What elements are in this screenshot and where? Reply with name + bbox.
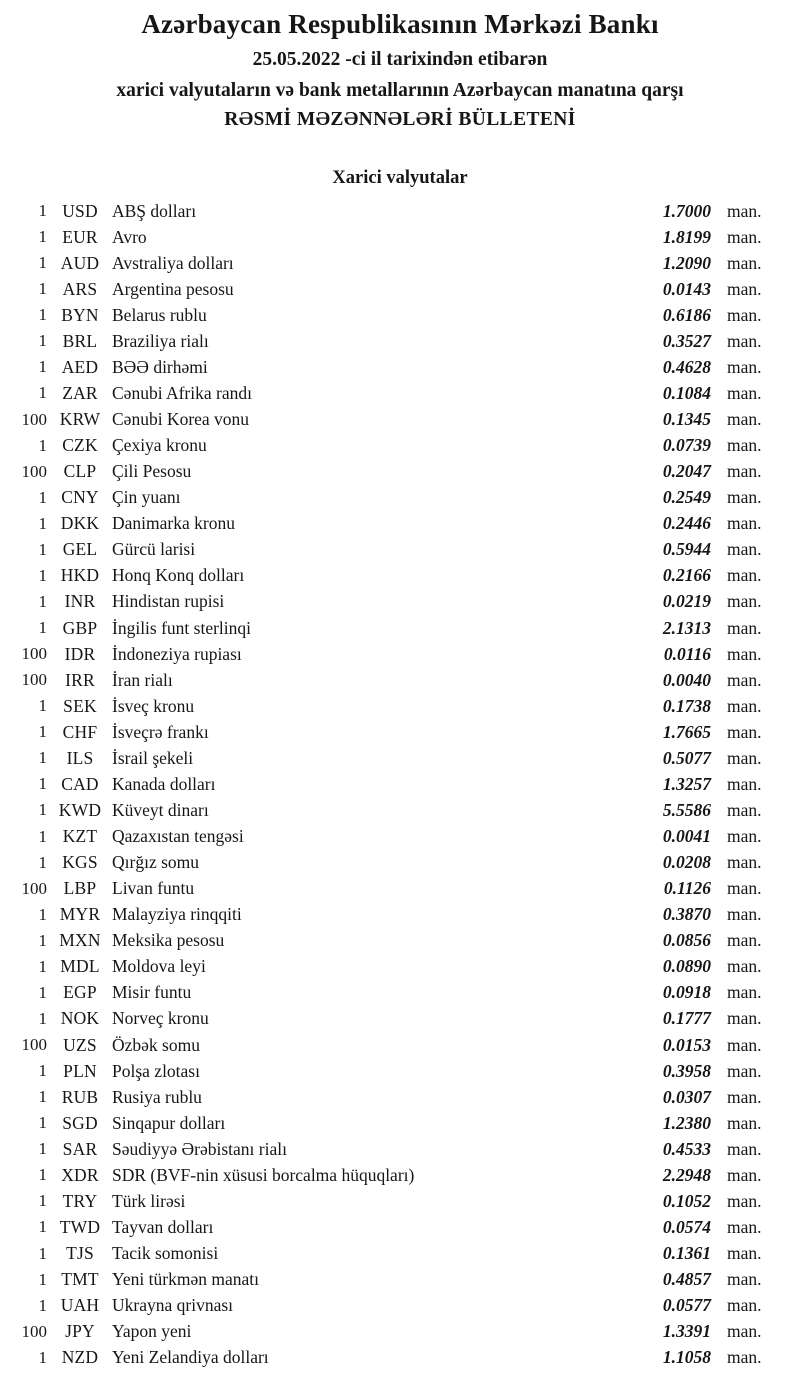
rate-value: 2.1313 (662, 617, 711, 638)
unit-label: man. (727, 669, 762, 690)
currency-code: UZS (63, 1034, 97, 1055)
currency-code: MDL (60, 956, 100, 977)
table-row (0, 1032, 800, 1058)
currency-name: Cənubi Afrika randı (112, 382, 252, 403)
currency-name: Tayvan dolları (112, 1216, 214, 1237)
currency-code: CLP (63, 461, 97, 482)
unit-label: man. (727, 852, 762, 873)
table-row (0, 641, 800, 667)
currency-code: BYN (61, 304, 99, 325)
rate-value: 0.0219 (662, 591, 711, 612)
effective-date-line: 25.05.2022 -ci il tarixindən etibarən (252, 49, 548, 70)
unit-label: man. (727, 565, 762, 586)
quantity-value: 100 (21, 1035, 47, 1055)
currency-name: Özbək somu (112, 1034, 200, 1055)
currency-code: KGS (62, 852, 98, 873)
unit-label: man. (727, 252, 762, 273)
currency-name: İndoneziya rupiası (112, 643, 242, 664)
quantity-value: 1 (38, 826, 47, 846)
quantity-value: 100 (21, 878, 47, 898)
quantity-value: 1 (38, 435, 47, 455)
currency-name: Çexiya kronu (112, 435, 207, 456)
currency-name: Avro (112, 226, 147, 247)
currency-name: Türk lirəsi (112, 1190, 186, 1211)
currency-code: KZT (62, 826, 98, 847)
currency-code: TMT (61, 1269, 99, 1290)
currency-code: TRY (62, 1190, 98, 1211)
rate-value: 0.0153 (662, 1034, 711, 1055)
quantity-value: 1 (38, 852, 47, 872)
unit-label: man. (727, 1243, 762, 1264)
unit-label: man. (727, 799, 762, 820)
rate-value: 0.1738 (662, 695, 711, 716)
table-row (0, 485, 800, 511)
currency-code: LBP (63, 878, 97, 899)
currency-name: Malayziya rinqqiti (112, 904, 242, 925)
currency-code: TJS (66, 1243, 94, 1264)
currency-code: TWD (59, 1216, 101, 1237)
rate-value: 1.1058 (662, 1347, 711, 1368)
unit-label: man. (727, 878, 762, 899)
currency-code: RUB (61, 1086, 99, 1107)
currency-code: SAR (62, 1138, 98, 1159)
currency-name: Moldova leyi (112, 956, 206, 977)
currency-code: HKD (60, 565, 100, 586)
unit-label: man. (727, 330, 762, 351)
currency-code: NOK (60, 1008, 100, 1029)
currency-name: Sinqapur dolları (112, 1112, 226, 1133)
table-row (0, 1214, 800, 1240)
quantity-value: 1 (38, 982, 47, 1002)
unit-label: man. (727, 930, 762, 951)
table-row (0, 459, 800, 485)
quantity-value: 1 (38, 539, 47, 559)
quantity-value: 1 (38, 618, 47, 638)
unit-label: man. (727, 1008, 762, 1029)
table-row (0, 537, 800, 563)
table-row (0, 1188, 800, 1214)
currency-name: İsveçrə frankı (112, 721, 209, 742)
quantity-value: 1 (38, 591, 47, 611)
table-row (0, 745, 800, 771)
currency-code: ZAR (62, 382, 98, 403)
rate-value: 0.1345 (662, 409, 711, 430)
quantity-value: 1 (38, 1295, 47, 1315)
rate-value: 0.1084 (662, 382, 711, 403)
currency-name: SDR (BVF-nin xüsusi borcalma hüquqları) (112, 1164, 415, 1185)
table-row (0, 1267, 800, 1293)
rate-value: 0.0116 (663, 643, 711, 664)
currency-code: NZD (61, 1347, 99, 1368)
unit-label: man. (727, 695, 762, 716)
quantity-value: 1 (38, 1269, 47, 1289)
quantity-value: 100 (21, 644, 47, 664)
unit-label: man. (727, 1086, 762, 1107)
rate-value: 5.5586 (662, 799, 711, 820)
quantity-value: 1 (38, 357, 47, 377)
quantity-value: 1 (38, 487, 47, 507)
table-row (0, 1006, 800, 1032)
rate-value: 0.1126 (663, 878, 711, 899)
table-row (0, 563, 800, 589)
currency-name: İsveç kronu (112, 695, 195, 716)
unit-label: man. (727, 826, 762, 847)
quantity-value: 100 (21, 670, 47, 690)
currency-name: İran rialı (112, 669, 173, 690)
currency-name: Qazaxıstan tengəsi (112, 826, 244, 847)
currency-name: Polşa zlotası (112, 1060, 200, 1081)
rate-value: 2.2948 (662, 1164, 711, 1185)
quantity-value: 1 (38, 748, 47, 768)
currency-code: GBP (62, 617, 98, 638)
currency-name: Küveyt dinarı (112, 799, 209, 820)
rate-value: 0.0739 (662, 435, 711, 456)
table-row (0, 224, 800, 250)
quantity-value: 1 (38, 513, 47, 533)
currency-name: Hindistan rupisi (112, 591, 225, 612)
quantity-value: 100 (21, 1321, 47, 1341)
table-row (0, 797, 800, 823)
rate-value: 1.2380 (662, 1112, 711, 1133)
rate-value: 1.7665 (662, 721, 711, 742)
currency-name: Çin yuanı (112, 487, 181, 508)
currency-name: İsrail şekeli (112, 747, 194, 768)
currency-code: ILS (66, 747, 94, 768)
table-row (0, 954, 800, 980)
table-row (0, 433, 800, 459)
table-row (0, 667, 800, 693)
unit-label: man. (727, 1060, 762, 1081)
rate-value: 0.0143 (662, 278, 711, 299)
quantity-value: 1 (38, 722, 47, 742)
unit-label: man. (727, 539, 762, 560)
currency-name: Cənubi Korea vonu (112, 409, 250, 430)
subject-line: xarici valyutaların və bank metallarının Azərbaycan manatına qarşı (116, 80, 684, 101)
table-row (0, 980, 800, 1006)
unit-label: man. (727, 982, 762, 1003)
table-row (0, 902, 800, 928)
table-row (0, 1241, 800, 1267)
quantity-value: 1 (38, 930, 47, 950)
currency-code: CHF (62, 721, 98, 742)
rate-value: 0.4628 (662, 356, 711, 377)
table-row (0, 302, 800, 328)
table-row (0, 771, 800, 797)
rate-value: 0.1052 (662, 1190, 711, 1211)
currency-name: Avstraliya dolları (112, 252, 234, 273)
quantity-value: 1 (38, 1243, 47, 1263)
unit-label: man. (727, 513, 762, 534)
rate-value: 0.4533 (662, 1138, 711, 1159)
unit-label: man. (727, 356, 762, 377)
quantity-value: 1 (38, 1087, 47, 1107)
unit-label: man. (727, 1216, 762, 1237)
currency-name: Kanada dolları (112, 773, 216, 794)
table-row (0, 824, 800, 850)
rate-value: 0.1361 (662, 1243, 711, 1264)
table-row (0, 928, 800, 954)
unit-label: man. (727, 1190, 762, 1211)
currency-name: Yeni türkmən manatı (112, 1269, 259, 1290)
quantity-value: 1 (38, 1217, 47, 1237)
unit-label: man. (727, 1164, 762, 1185)
table-row (0, 1058, 800, 1084)
currency-code: XDR (61, 1164, 99, 1185)
rate-value: 0.4857 (662, 1269, 711, 1290)
table-row (0, 276, 800, 302)
currency-name: Ukrayna qrivnası (112, 1295, 234, 1316)
rate-value: 0.5944 (662, 539, 711, 560)
unit-label: man. (727, 409, 762, 430)
rate-value: 0.2549 (662, 487, 711, 508)
exchange-rates-table (0, 198, 800, 1371)
table-row (0, 354, 800, 380)
currency-name: İngilis funt sterlinqi (112, 617, 252, 638)
quantity-value: 100 (21, 409, 47, 429)
table-row (0, 328, 800, 354)
unit-label: man. (727, 461, 762, 482)
rate-value: 1.2090 (662, 252, 711, 273)
currency-name: Meksika pesosu (112, 930, 225, 951)
currency-name: BƏƏ dirhəmi (112, 356, 208, 377)
unit-label: man. (727, 226, 762, 247)
unit-label: man. (727, 382, 762, 403)
unit-label: man. (727, 643, 762, 664)
currency-code: DKK (60, 513, 100, 534)
unit-label: man. (727, 435, 762, 456)
table-row (0, 876, 800, 902)
currency-code: GEL (62, 539, 98, 560)
unit-label: man. (727, 617, 762, 638)
currency-name: Norveç kronu (112, 1008, 209, 1029)
unit-label: man. (727, 721, 762, 742)
rate-value: 1.3391 (662, 1321, 711, 1342)
quantity-value: 1 (38, 305, 47, 325)
currency-code: CAD (61, 773, 99, 794)
currency-name: ABŞ dolları (112, 200, 197, 221)
unit-label: man. (727, 591, 762, 612)
currency-name: Misir funtu (112, 982, 192, 1003)
unit-label: man. (727, 956, 762, 977)
currency-code: SGD (62, 1112, 98, 1133)
currency-name: Argentina pesosu (112, 278, 234, 299)
currency-code: EGP (63, 982, 97, 1003)
currency-code: EUR (62, 226, 98, 247)
rate-value: 0.0307 (662, 1086, 711, 1107)
table-row (0, 1110, 800, 1136)
table-row (0, 850, 800, 876)
quantity-value: 1 (38, 696, 47, 716)
quantity-value: 1 (38, 201, 47, 221)
table-row (0, 719, 800, 745)
rate-value: 0.3958 (662, 1060, 711, 1081)
unit-label: man. (727, 773, 762, 794)
currency-code: PLN (63, 1060, 97, 1081)
rate-value: 1.7000 (662, 200, 711, 221)
quantity-value: 1 (38, 774, 47, 794)
currency-code: BRL (62, 330, 98, 351)
table-row (0, 1345, 800, 1371)
currency-code: KRW (59, 409, 101, 430)
quantity-value: 1 (38, 227, 47, 247)
currency-name: Braziliya rialı (112, 330, 209, 351)
document-header (0, 0, 800, 132)
quantity-value: 1 (38, 1347, 47, 1367)
currency-code: JPY (65, 1321, 95, 1342)
table-row (0, 407, 800, 433)
unit-label: man. (727, 1269, 762, 1290)
rate-value: 0.0856 (662, 930, 711, 951)
currency-name: Qırğız somu (112, 852, 200, 873)
quantity-value: 1 (38, 331, 47, 351)
rate-value: 1.3257 (662, 773, 711, 794)
currency-name: Honq Konq dolları (112, 565, 245, 586)
rate-value: 0.0041 (662, 826, 711, 847)
unit-label: man. (727, 487, 762, 508)
quantity-value: 1 (38, 565, 47, 585)
currency-name: Tacik somonisi (112, 1243, 219, 1264)
quantity-value: 1 (38, 279, 47, 299)
table-row (0, 1319, 800, 1345)
unit-label: man. (727, 1138, 762, 1159)
rate-value: 0.0040 (662, 669, 711, 690)
quantity-value: 1 (38, 383, 47, 403)
table-row (0, 1162, 800, 1188)
currency-code: KWD (58, 799, 102, 820)
quantity-value: 1 (38, 253, 47, 273)
table-row (0, 250, 800, 276)
currency-code: MXN (59, 930, 101, 951)
rate-value: 0.2446 (662, 513, 711, 534)
quantity-value: 1 (38, 1008, 47, 1028)
table-row (0, 589, 800, 615)
table-row (0, 511, 800, 537)
currency-code: IDR (64, 643, 96, 664)
currency-name: Səudiyyə Ərəbistanı rialı (112, 1138, 287, 1159)
table-row (0, 1084, 800, 1110)
unit-label: man. (727, 1321, 762, 1342)
currency-name: Livan funtu (112, 878, 195, 899)
rate-value: 0.0574 (662, 1216, 711, 1237)
bank-name-title: Azərbaycan Respublikasının Mərkəzi Bankı (141, 9, 659, 39)
bulletin-title: RƏSMİ MƏZƏNNƏLƏRİ BÜLLETENİ (224, 109, 576, 130)
quantity-value: 1 (38, 904, 47, 924)
currency-code: UAH (60, 1295, 100, 1316)
currency-name: Yeni Zelandiya dolları (112, 1347, 269, 1368)
rate-value: 0.2166 (662, 565, 711, 586)
currency-code: AED (61, 356, 99, 377)
rate-value: 0.0208 (662, 852, 711, 873)
table-row (0, 1136, 800, 1162)
rate-value: 0.3870 (662, 904, 711, 925)
quantity-value: 1 (38, 1139, 47, 1159)
currency-name: Rusiya rublu (112, 1086, 202, 1107)
unit-label: man. (727, 278, 762, 299)
unit-label: man. (727, 747, 762, 768)
rate-value: 1.8199 (662, 226, 711, 247)
section-title: Xarici valyutalar (332, 168, 468, 188)
table-row (0, 1293, 800, 1319)
currency-code: USD (62, 200, 98, 221)
rate-value: 0.0577 (662, 1295, 711, 1316)
table-row (0, 615, 800, 641)
quantity-value: 1 (38, 956, 47, 976)
quantity-value: 1 (38, 1165, 47, 1185)
table-row (0, 693, 800, 719)
unit-label: man. (727, 1112, 762, 1133)
table-row (0, 380, 800, 406)
currency-name: Gürcü larisi (112, 539, 196, 560)
currency-code: CZK (62, 435, 98, 456)
currency-code: MYR (59, 904, 101, 925)
rate-value: 0.3527 (662, 330, 711, 351)
rate-value: 0.0918 (662, 982, 711, 1003)
quantity-value: 1 (38, 1061, 47, 1081)
currency-code: AUD (60, 252, 100, 273)
unit-label: man. (727, 200, 762, 221)
quantity-value: 1 (38, 1191, 47, 1211)
currency-code: CNY (61, 487, 99, 508)
currency-name: Danimarka kronu (112, 513, 235, 534)
rate-value: 0.5077 (662, 747, 711, 768)
unit-label: man. (727, 1347, 762, 1368)
currency-code: ARS (62, 278, 98, 299)
currency-code: INR (64, 591, 96, 612)
currency-code: SEK (63, 695, 97, 716)
unit-label: man. (727, 1295, 762, 1316)
currency-name: Yapon yeni (112, 1321, 192, 1342)
unit-label: man. (727, 904, 762, 925)
currency-code: IRR (65, 669, 95, 690)
currency-name: Çili Pesosu (112, 461, 192, 482)
unit-label: man. (727, 304, 762, 325)
quantity-value: 1 (38, 1113, 47, 1133)
rate-value: 0.6186 (662, 304, 711, 325)
unit-label: man. (727, 1034, 762, 1055)
rate-value: 0.0890 (662, 956, 711, 977)
rate-value: 0.2047 (662, 461, 711, 482)
table-row (0, 198, 800, 224)
quantity-value: 100 (21, 461, 47, 481)
quantity-value: 1 (38, 800, 47, 820)
rate-value: 0.1777 (662, 1008, 711, 1029)
currency-name: Belarus rublu (112, 304, 207, 325)
